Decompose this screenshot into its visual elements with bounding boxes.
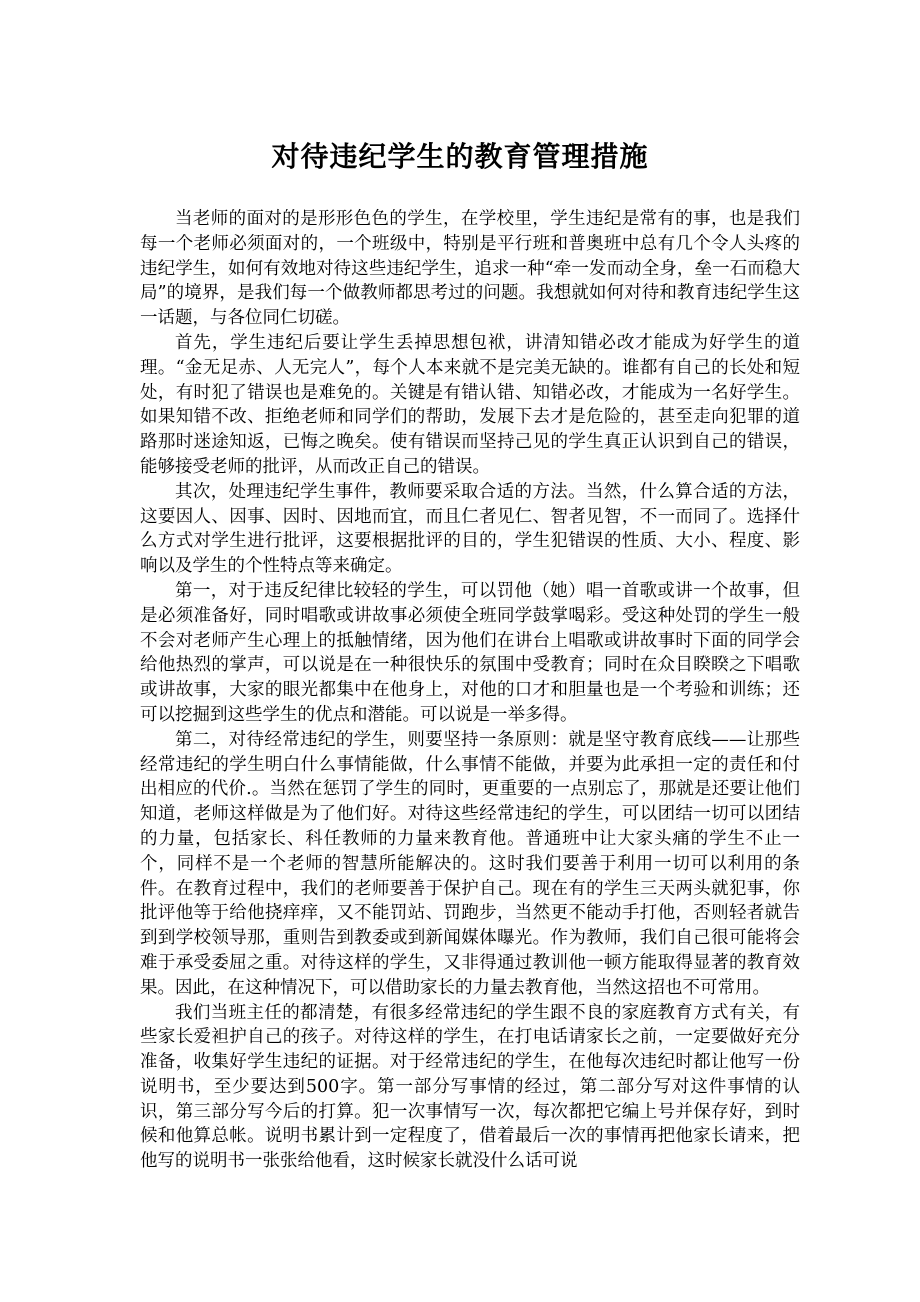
paragraph-frequent-violations: 第二，对待经常违纪的学生，则要坚持一条原则：就是坚守教育底线——让那些经常违纪的学生明白什么事情能做，什么事情不能做，并要为此承担一定的责任和付出相应的代价.。当然在惩罚了学生的同时，更重要的一点别忘了，那就是还要让他们知道，老师这样做是为了他们好。对待这些经常违纪的学生，可以团结一切可以团结的力量，包括家长、科任教师的力量来教育他。普通班中让大家头痛的学生不止一个，同样不是一个老师的智慧所能解决的。这时我们要善于利用一切可以利用的条件。在教育过程中，我们的老师要善于保护自己。现在有的学生三天两头就犯事，你批评他等于给他挠痒痒，又不能罚站、罚跑步，当然更不能动手打他，否则轻者就告到到学校领导那，重则告到教委或到新闻媒体曝光。作为教师，我们自己很可能将会难于承受委屈之重。对待这样的学生，又非得通过教训他一顿方能取得显著的教育效果。因此，在这种情况下，可以借助家长的力量去教育他，当然这招也不可常用。 [140,729,800,998]
paragraph-minor-violations: 第一，对于违反纪律比较轻的学生，可以罚他（她）唱一首歌或讲一个故事，但是必须准备好，同时唱歌或讲故事必须使全班同学鼓掌喝彩。受这种处罚的学生一般不会对老师产生心理上的抵触情绪，因为他们在讲台上唱歌或讲故事时下面的同学会给他热烈的掌声，可以说是在一种很快乐的氛围中受教育；同时在众目睽睽之下唱歌或讲故事，大家的眼光都集中在他身上，对他的口才和胆量也是一个考验和训练；还可以挖掘到这些学生的优点和潜能。可以说是一举多得。 [140,580,800,725]
document-body [140,207,800,1174]
document-title: 对待违纪学生的教育管理措施 [271,139,649,173]
paragraph-second-point: 其次，处理违纪学生事件，教师要采取合适的方法。当然，什么算合适的方法，这要因人、因事、因时、因地而宜，而且仁者见仁、智者见智，不一而同了。选择什么方式对学生进行批评，这要根据批评的目的，学生犯错误的性质、大小、程度、影响以及学生的个性特点等来确定。 [140,481,800,577]
paragraph-parent-involvement: 我们当班主任的都清楚，有很多经常违纪的学生跟不良的家庭教育方式有关，有些家长爱袒护自己的孩子。对待这样的学生，在打电话请家长之前，一定要做好充分准备，收集好学生违纪的证据。对于经常违纪的学生，在他每次违纪时都让他写一份说明书，至少要达到500字。第一部分写事情的经过，第二部分写对这件事情的认识，第三部分写今后的打算。犯一次事情写一次，每次都把它编上号并保存好，到时候和他算总帐。说明书累计到一定程度了，借着最后一次的事情再把他家长请来，把他写的说明书一张张给他看，这时候家长就没什么话可说 [140,1002,800,1172]
paragraph-intro: 当老师的面对的是形形色色的学生，在学校里，学生违纪是常有的事，也是我们每一个老师必须面对的，一个班级中，特别是平行班和普奥班中总有几个令人头疼的违纪学生，如何有效地对待这些违纪学生，追求一种“牵一发而动全身，垒一石而稳大局”的境界，是我们每一个做教师都思考过的问题。我想就如何对待和教育违纪学生这一话题，与各位同仁切磋。 [140,209,800,329]
paragraph-first-point: 首先，学生违纪后要让学生丢掉思想包袱，讲清知错必改才能成为好学生的道理。“金无足赤、人无完人”，每个人本来就不是完美无缺的。谁都有自己的长处和短处，有时犯了错误也是难免的。关键是有错认错、知错必改，才能成为一名好学生。如果知错不改、拒绝老师和同学们的帮助，发展下去才是危险的，甚至走向犯罪的道路那时迷途知返，已悔之晚矣。使有错误而坚持己见的学生真正认识到自己的错误，能够接受老师的批评，从而改正自己的错误。 [140,332,800,477]
